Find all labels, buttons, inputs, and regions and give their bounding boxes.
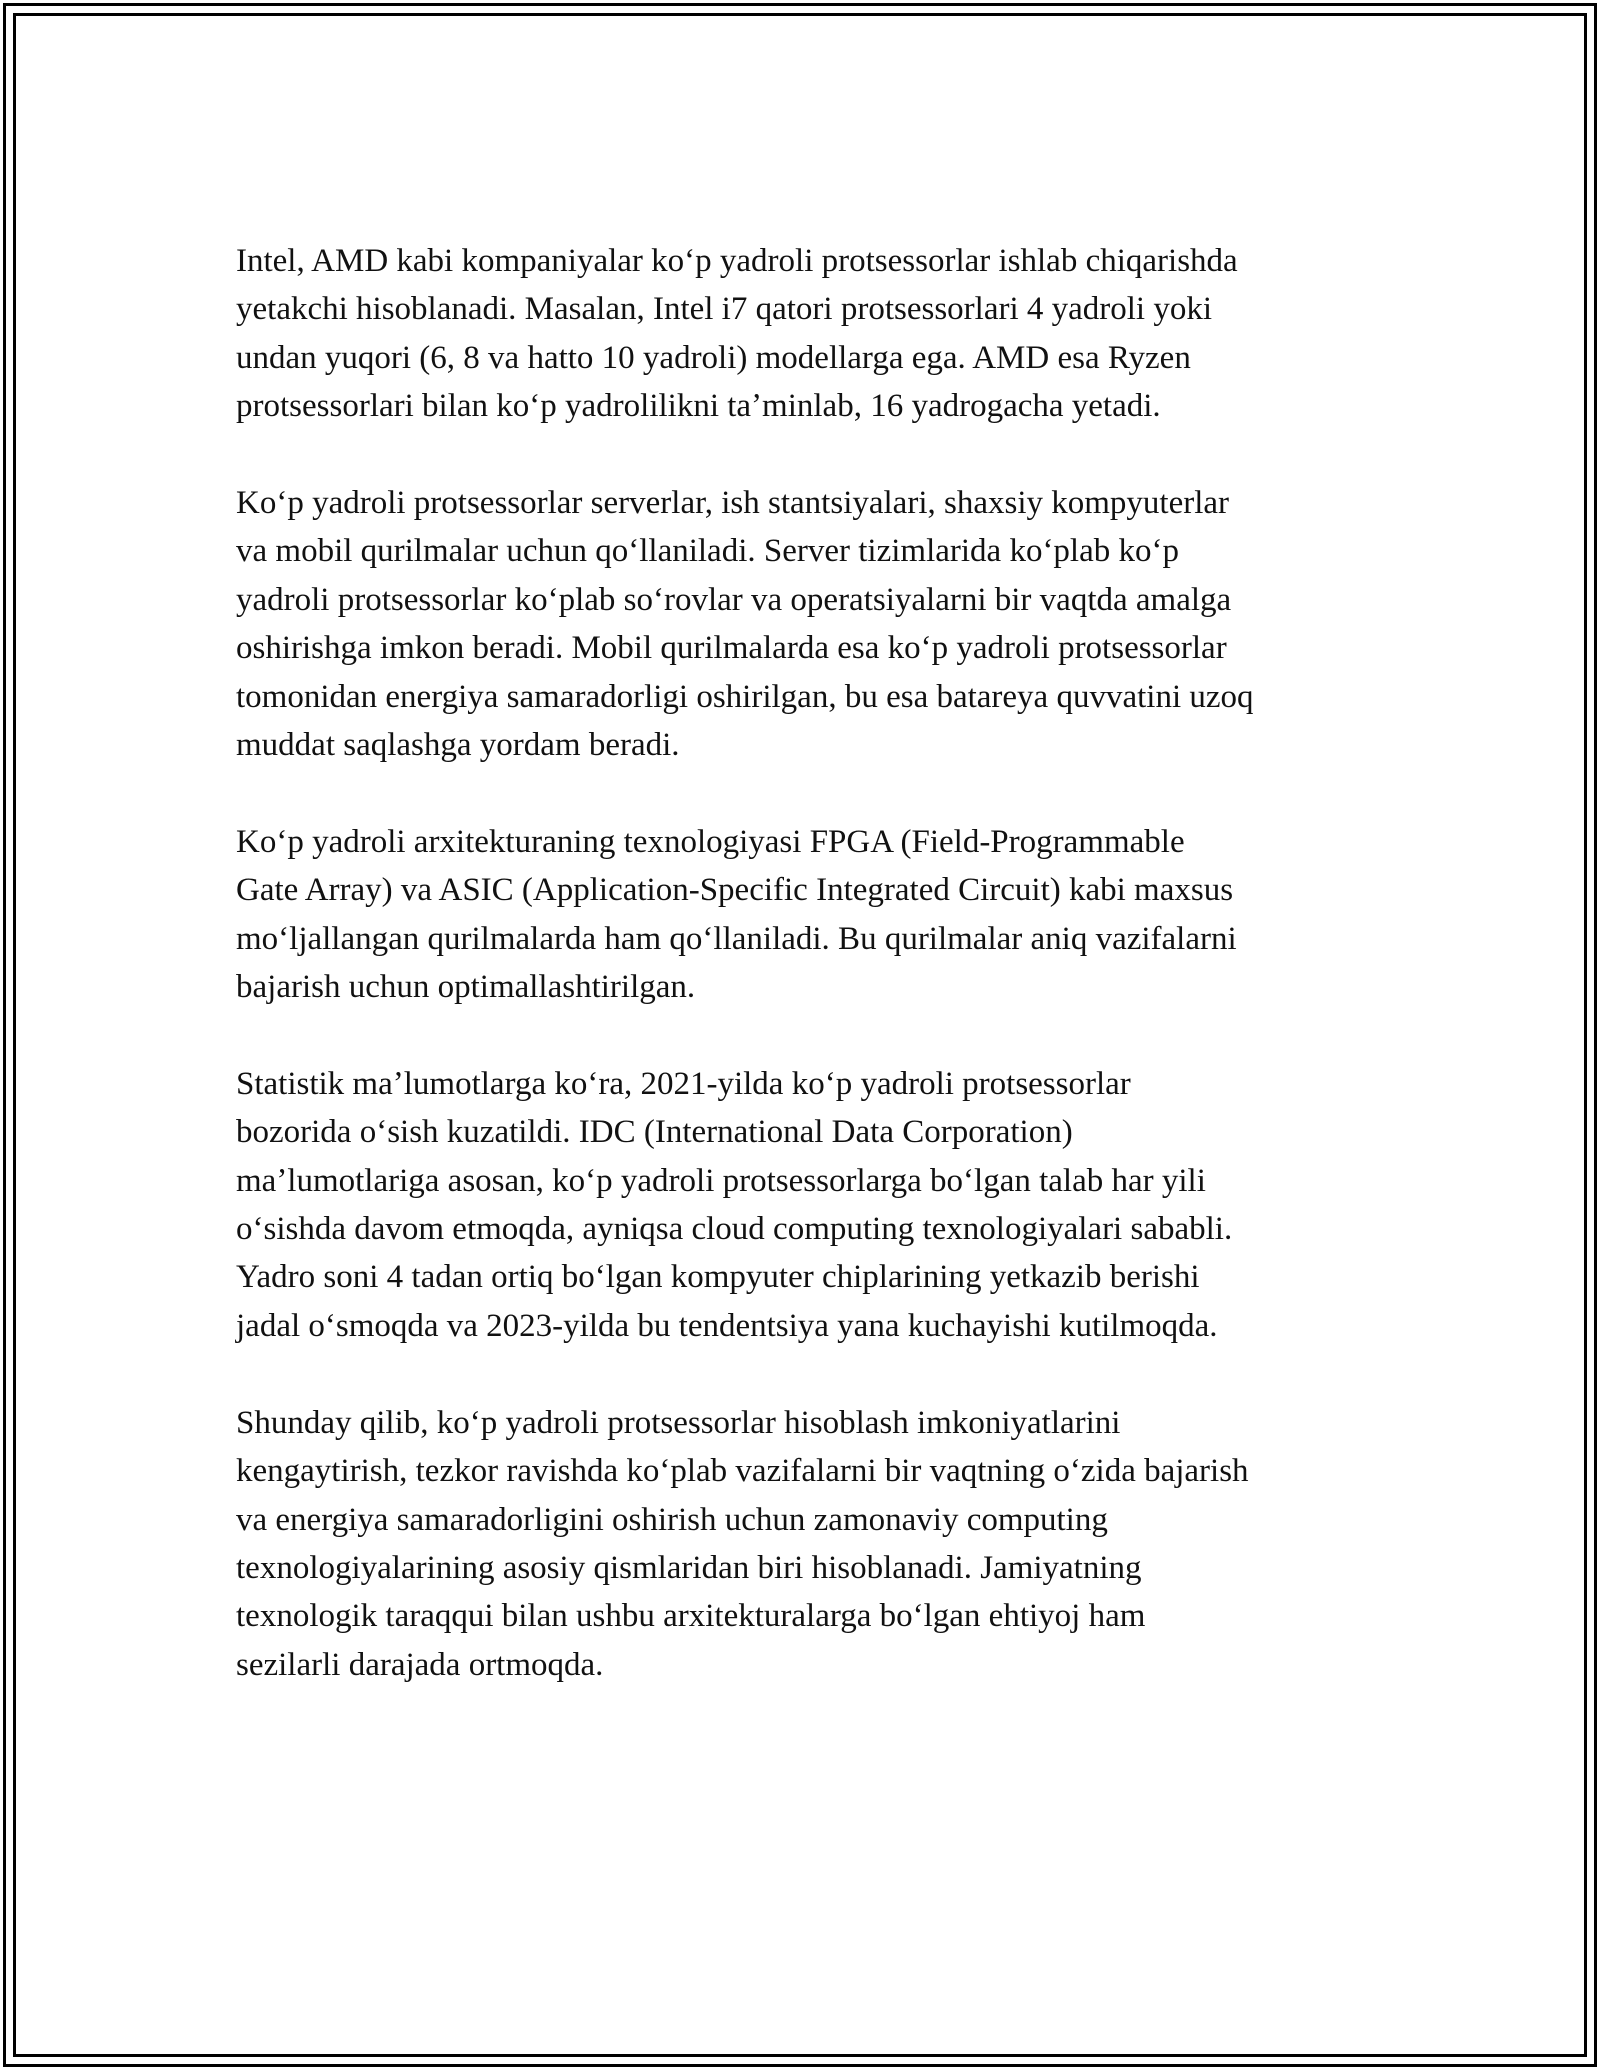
paragraph-fpga-asic: Koʻp yadroli arxitekturaning texnologiyasi FPGA (Field-Programmable Gate Array) va ASIC (Application-Specific Integrated Circuit) kabi maxsus moʻljallangan qurilmalarda ham qoʻllaniladi. Bu qurilmalar aniq vazifalarni bajarish uchun optimallashtirilgan. — [236, 823, 1237, 1006]
paragraph-manufacturers: Intel, AMD kabi kompaniyalar koʻp yadroli protsessorlar ishlab chiqarishda yetakchi hisoblanadi. Masalan, Intel i7 qatori protsessorlari 4 yadroli yoki undan yuqori (6, 8 va hatto 10 yadroli) modellarga ega. AMD esa Ryzen protsessorlari bilan koʻp yadrolilikni taʼminlab, 16 yadrogacha yetadi. — [236, 243, 1238, 425]
paragraph-applications: Koʻp yadroli protsessorlar serverlar, ish stantsiyalari, shaxsiy kompyuterlar va mobil qurilmalar uchun qoʻllaniladi. Server tizimlarida koʻplab koʻp yadroli protsessorlar koʻplab soʻrovlar va operatsiyalarni bir vaqtda amalga oshirishga imkon beradi. Mobil qurilmalarda esa koʻp yadroli protsessorlar tomonidan energiya samaradorligi oshirilgan, bu esa batareya quvvatini uzoq muddat saqlashga yordam beradi. — [236, 485, 1254, 764]
paragraph-conclusion: Shunday qilib, koʻp yadroli protsessorlar hisoblash imkoniyatlarini kengaytirish, tezkor ravishda koʻplab vazifalarni bir vaqtning oʻzida bajarish va energiya samaradorligini oshirish uchun zamonaviy computing texnologiyalarining asosiy qismlaridan biri hisoblanadi. Jamiyatning texnologik taraqqui bilan ushbu arxitekturalarga boʻlgan ehtiyoj ham sezilarli darajada ortmoqda. — [236, 1404, 1249, 1683]
document-body — [236, 237, 1386, 1738]
paragraph-statistics: Statistik maʼlumotlarga koʻra, 2021-yilda koʻp yadroli protsessorlar bozorida oʻsish kuzatildi. IDC (International Data Corporation) maʼlumotlariga asosan, koʻp yadroli protsessorlarga boʻlgan talab har yili oʻsishda davom etmoqda, ayniqsa cloud computing texnologiyalari sababli. Yadro soni 4 tadan ortiq boʻlgan kompyuter chiplarining yetkazib berishi jadal oʻsmoqda va 2023-yilda bu tendentsiya yana kuchayishi kutilmoqda. — [236, 1065, 1233, 1344]
